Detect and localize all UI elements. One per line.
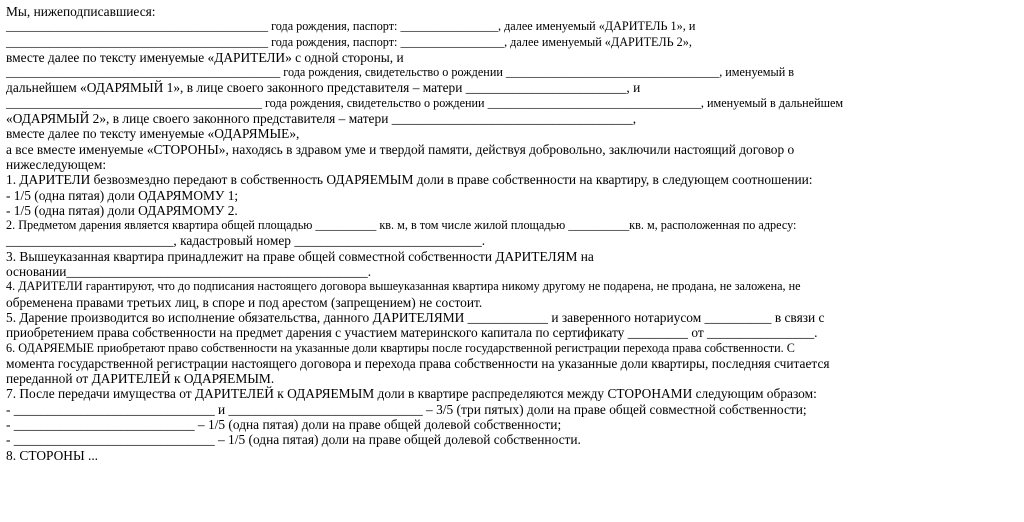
donor-2-line: ___________________________________________ года рождения, паспорт: _________________, далее именуемый «ДАРИТЕЛЬ 2», bbox=[6, 34, 692, 49]
clause-3-continued: основании_____________________________________________. bbox=[6, 264, 372, 280]
clause-8-cut: 8. СТОРОНЫ ... bbox=[6, 447, 99, 463]
clause-6-continued: момента государственной регистрации настоящего договора и перехода права собственности на указанные доли квартиры, последняя считается bbox=[6, 355, 830, 371]
parties-line: а все вместе именуемые «СТОРОНЫ», находясь в здравом уме и твердой памяти, действуя добровольно, заключили настоящий договор о bbox=[6, 141, 795, 157]
recipient-1-line: _____________________________________________ года рождения, свидетельство о рождении ___________________________________, именуемый в bbox=[6, 65, 795, 80]
parties-line-end: нижеследующем: bbox=[6, 156, 107, 172]
clause-7-share-joint: - ______________________________ и _____________________________ – 3/5 (три пятых) доли на праве общей совместной собственности; bbox=[6, 401, 807, 417]
recipients-collective-line: вместе далее по тексту именуемые «ОДАРЯМЫЕ», bbox=[6, 126, 300, 142]
clause-5-continued: приобретением права собственности на предмет дарения с участием материнского капитала по сертификату _________ от ________________. bbox=[6, 325, 818, 341]
recipient-1-representative-line: дальнейшем «ОДАРЯМЫЙ 1», в лице своего законного представителя – матери ________________________, и bbox=[6, 80, 641, 96]
intro-line: Мы, нижеподписавшиеся: bbox=[6, 4, 156, 19]
clause-7-share-1: - ___________________________ – 1/5 (одна пятая) доли на праве общей долевой собственности; bbox=[6, 417, 562, 433]
clause-7-share-2: - ______________________________ – 1/5 (одна пятая) доли на праве общей долевой собственности. bbox=[6, 432, 581, 448]
clause-3: 3. Вышеуказанная квартира принадлежит на праве общей совместной собственности ДАРИТЕЛЯМ на bbox=[6, 248, 594, 264]
clause-2: 2. Предметом дарения является квартира общей площадью __________ кв. м, в том числе жилой площадью __________кв. м, расположенная по адресу: bbox=[6, 218, 797, 233]
donors-collective-line: вместе далее по тексту именуемые «ДАРИТЕЛИ» с одной стороны, и bbox=[6, 49, 404, 65]
clause-1-share-2: - 1/5 (одна пятая) доли ОДАРЯМОМУ 2. bbox=[6, 202, 238, 218]
clause-6: 6. ОДАРЯЕМЫЕ приобретают право собственности на указанные доли квартиры после государственной регистрации перехода права собственности. С bbox=[6, 340, 795, 355]
clause-4: 4. ДАРИТЕЛИ гарантируют, что до подписания настоящего договора вышеуказанная квартира никому другому не подарена, не продана, не заложена, не bbox=[6, 279, 801, 294]
clause-5: 5. Дарение производится во исполнение обязательства, данного ДАРИТЕЛЯМИ ____________ и заверенного нотариусом __________ в связи с bbox=[6, 309, 825, 325]
recipient-2-representative-line: «ОДАРЯМЫЙ 2», в лице своего законного представителя – матери ____________________________________, bbox=[6, 111, 637, 127]
clause-4-continued: обременена правами третьих лиц, в споре и под арестом (запрещением) не состоит. bbox=[6, 294, 483, 310]
clause-1-share-1: - 1/5 (одна пятая) доли ОДАРЯМОМУ 1; bbox=[6, 187, 239, 203]
clause-1: 1. ДАРИТЕЛИ безвозмездно передают в собственность ОДАРЯЕМЫМ доли в праве собственности на квартиру, в следующем соотношении: bbox=[6, 172, 813, 188]
recipient-2-line: __________________________________________ года рождения, свидетельство о рождении ___________________________________, именуемый в дальнейшем bbox=[6, 95, 844, 110]
clause-2-continued: _________________________, кадастровый номер ____________________________. bbox=[6, 233, 486, 249]
clause-7: 7. После передачи имущества от ДАРИТЕЛЕЙ к ОДАРЯЕМЫМ доли в квартире распределяются между СТОРОНАМИ следующим образом: bbox=[6, 386, 817, 402]
donor-1-line: ___________________________________________ года рождения, паспорт: ________________, далее именуемый «ДАРИТЕЛЬ 1», и bbox=[6, 19, 696, 34]
clause-6-end: переданной от ДАРИТЕЛЕЙ к ОДАРЯЕМЫМ. bbox=[6, 371, 275, 387]
